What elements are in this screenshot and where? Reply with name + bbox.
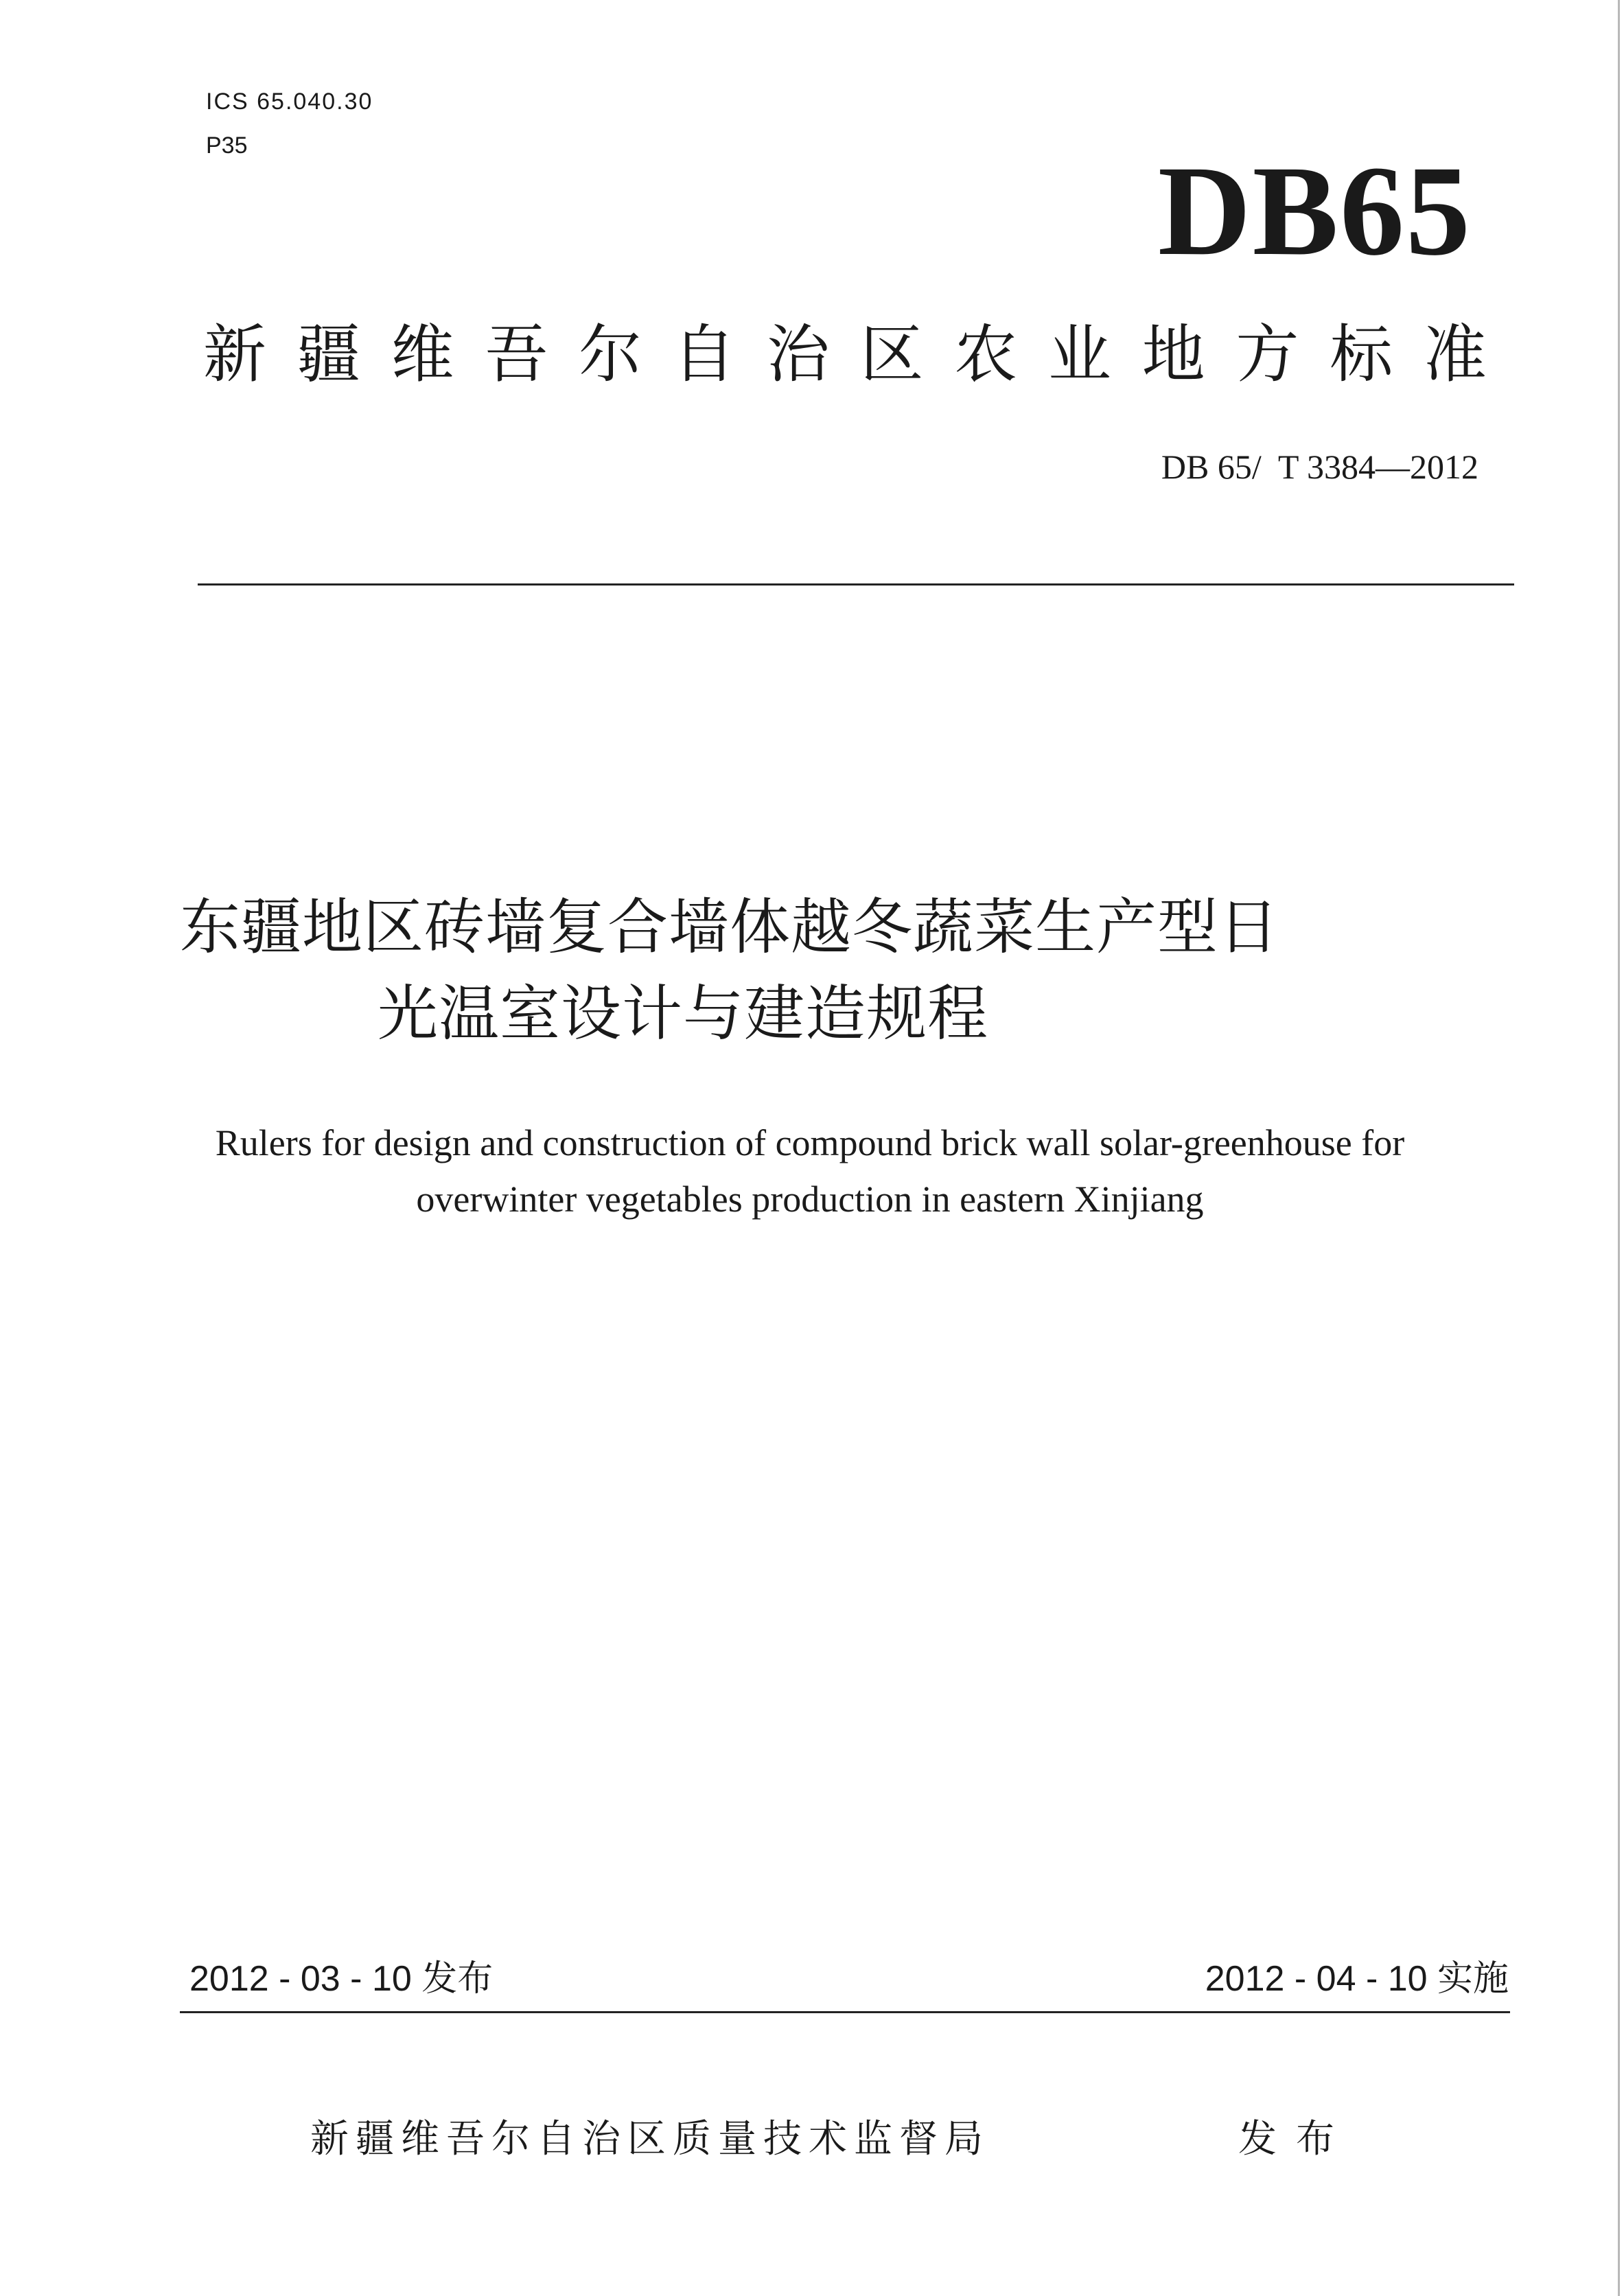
- title-en-line-2: overwinter vegetables production in eastern Xinjiang: [416, 1179, 1204, 1220]
- standard-type-char: 尔: [579, 318, 642, 391]
- header-divider: [198, 583, 1514, 585]
- title-cn-line-2: 光温室设计与建造规程: [378, 978, 989, 1049]
- db-standard-mark: DB65: [1157, 139, 1472, 282]
- title-cn-line-1: 东疆地区砖墙复合墙体越冬蔬菜生产型日: [180, 892, 1280, 962]
- standard-type-char: 标: [1330, 318, 1393, 391]
- publish-date: 2012 - 03 - 10 发布: [189, 1959, 494, 1999]
- standard-code: DB 65/ T 3384—2012: [1161, 448, 1478, 486]
- ics-code: ICS 65.040.30: [206, 89, 373, 115]
- issuing-authority: 新疆维吾尔自治区质量技术监督局: [310, 2117, 990, 2161]
- implement-date: 2012 - 04 - 10 实施: [1205, 1959, 1509, 1999]
- title-chinese: [180, 884, 1457, 1057]
- standard-type-char: 自: [672, 318, 736, 391]
- standard-type-char: 新: [203, 318, 267, 391]
- footer-divider: [180, 2011, 1510, 2013]
- standard-type-char: 吾: [485, 318, 548, 391]
- standard-type-char: 区: [860, 318, 924, 391]
- standard-type-char: 地: [1141, 318, 1205, 391]
- standard-type-heading: [203, 317, 1487, 393]
- title-english: [137, 1115, 1483, 1227]
- standard-type-char: 业: [1047, 318, 1111, 391]
- standard-type-char: 农: [954, 318, 1018, 391]
- title-en-line-1: Rulers for design and construction of compound brick wall solar-greenhouse for: [215, 1122, 1405, 1163]
- standard-type-char: 维: [391, 318, 454, 391]
- standard-type-char: 准: [1423, 318, 1487, 391]
- standard-type-char: 疆: [297, 318, 360, 391]
- scan-edge-line: [1618, 0, 1620, 2296]
- standard-type-char: 治: [766, 318, 830, 391]
- standard-type-char: 方: [1236, 318, 1299, 391]
- issue-label: 发布: [1238, 2117, 1354, 2161]
- category-code: P35: [206, 132, 248, 159]
